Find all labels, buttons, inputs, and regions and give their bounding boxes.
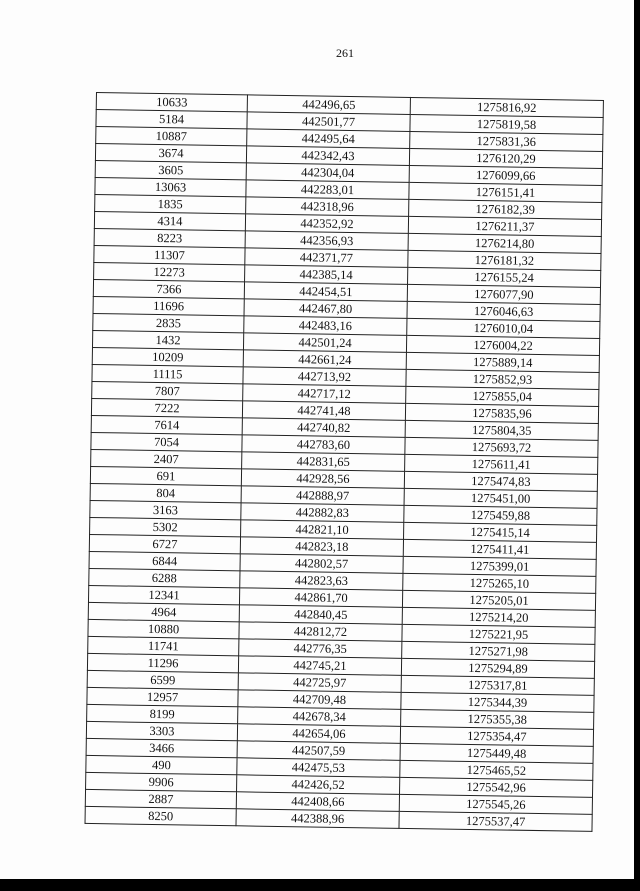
x-coordinate-cell: 442888,97 bbox=[241, 486, 404, 506]
x-coordinate-cell: 442823,63 bbox=[240, 571, 403, 591]
point-id-cell: 3466 bbox=[86, 738, 237, 757]
x-coordinate-cell: 442717,12 bbox=[243, 384, 406, 404]
point-id-cell: 2887 bbox=[85, 789, 236, 808]
y-coordinate-cell: 1275537,47 bbox=[399, 811, 592, 831]
point-id-cell: 11296 bbox=[87, 653, 238, 672]
point-id-cell: 2407 bbox=[91, 449, 242, 468]
x-coordinate-cell: 442507,59 bbox=[237, 741, 400, 761]
point-id-cell: 10633 bbox=[96, 93, 247, 112]
x-coordinate-cell: 442741,48 bbox=[242, 401, 405, 421]
point-id-cell: 7366 bbox=[93, 279, 244, 298]
x-coordinate-cell: 442408,66 bbox=[236, 792, 399, 812]
x-coordinate-cell: 442318,96 bbox=[246, 197, 409, 217]
x-coordinate-cell: 442840,45 bbox=[239, 605, 402, 625]
y-coordinate-cell: 1276214,80 bbox=[408, 233, 601, 253]
point-id-cell: 5184 bbox=[96, 110, 247, 129]
y-coordinate-cell: 1275451,00 bbox=[404, 488, 597, 508]
point-id-cell: 5302 bbox=[90, 517, 241, 536]
coordinates-table bbox=[85, 92, 604, 832]
y-coordinate-cell: 1275816,92 bbox=[410, 97, 603, 117]
x-coordinate-cell: 442823,18 bbox=[240, 537, 403, 557]
y-coordinate-cell: 1276155,24 bbox=[408, 267, 601, 287]
point-id-cell: 11696 bbox=[93, 296, 244, 315]
y-coordinate-cell: 1275205,01 bbox=[402, 590, 595, 610]
y-coordinate-cell: 1275449,48 bbox=[400, 743, 593, 763]
y-coordinate-cell: 1275399,01 bbox=[403, 556, 596, 576]
y-coordinate-cell: 1275474,83 bbox=[404, 471, 597, 491]
x-coordinate-cell: 442713,92 bbox=[243, 367, 406, 387]
point-id-cell: 6599 bbox=[87, 670, 238, 689]
point-id-cell: 7222 bbox=[91, 398, 242, 417]
point-id-cell: 4314 bbox=[94, 211, 245, 230]
x-coordinate-cell: 442495,64 bbox=[247, 129, 410, 149]
point-id-cell: 490 bbox=[86, 755, 237, 774]
point-id-cell: 3605 bbox=[95, 160, 246, 179]
x-coordinate-cell: 442371,77 bbox=[245, 248, 408, 268]
x-coordinate-cell: 442882,83 bbox=[241, 503, 404, 523]
point-id-cell: 13063 bbox=[95, 177, 246, 196]
point-id-cell: 7614 bbox=[91, 415, 242, 434]
y-coordinate-cell: 1276004,22 bbox=[406, 335, 599, 355]
y-coordinate-cell: 1275693,72 bbox=[405, 437, 598, 457]
x-coordinate-cell: 442821,10 bbox=[241, 520, 404, 540]
point-id-cell: 12341 bbox=[88, 585, 239, 604]
point-id-cell: 12273 bbox=[94, 262, 245, 281]
x-coordinate-cell: 442661,24 bbox=[243, 350, 406, 370]
y-coordinate-cell: 1275804,35 bbox=[405, 420, 598, 440]
y-coordinate-cell: 1275611,41 bbox=[405, 454, 598, 474]
x-coordinate-cell: 442342,43 bbox=[246, 146, 409, 166]
page-number: 261 bbox=[336, 46, 354, 60]
y-coordinate-cell: 1275459,88 bbox=[404, 505, 597, 525]
point-id-cell: 11741 bbox=[88, 636, 239, 655]
y-coordinate-cell: 1275415,14 bbox=[404, 522, 597, 542]
y-coordinate-cell: 1276099,66 bbox=[409, 165, 602, 185]
x-coordinate-cell: 442783,60 bbox=[242, 435, 405, 455]
x-coordinate-cell: 442831,65 bbox=[242, 452, 405, 472]
point-id-cell: 6288 bbox=[89, 568, 240, 587]
point-id-cell: 6844 bbox=[89, 551, 240, 570]
y-coordinate-cell: 1276120,29 bbox=[409, 148, 602, 168]
table-body bbox=[85, 93, 603, 832]
x-coordinate-cell: 442501,77 bbox=[247, 112, 410, 132]
point-id-cell: 7807 bbox=[92, 381, 243, 400]
y-coordinate-cell: 1275355,38 bbox=[401, 709, 594, 729]
x-coordinate-cell: 442709,48 bbox=[238, 690, 401, 710]
x-coordinate-cell: 442725,97 bbox=[238, 673, 401, 693]
point-id-cell: 4964 bbox=[88, 602, 239, 621]
point-id-cell: 12957 bbox=[87, 687, 238, 706]
y-coordinate-cell: 1276182,39 bbox=[409, 199, 602, 219]
y-coordinate-cell: 1276046,63 bbox=[407, 301, 600, 321]
x-coordinate-cell: 442776,35 bbox=[239, 639, 402, 659]
x-coordinate-cell: 442356,93 bbox=[245, 231, 408, 251]
y-coordinate-cell: 1275545,26 bbox=[399, 794, 592, 814]
y-coordinate-cell: 1276077,90 bbox=[407, 284, 600, 304]
point-id-cell: 11115 bbox=[92, 364, 243, 383]
point-id-cell: 691 bbox=[90, 466, 241, 485]
x-coordinate-cell: 442283,01 bbox=[246, 180, 409, 200]
point-id-cell: 11307 bbox=[94, 245, 245, 264]
x-coordinate-cell: 442385,14 bbox=[245, 265, 408, 285]
x-coordinate-cell: 442475,53 bbox=[237, 758, 400, 778]
x-coordinate-cell: 442740,82 bbox=[242, 418, 405, 438]
y-coordinate-cell: 1275344,39 bbox=[401, 692, 594, 712]
y-coordinate-cell: 1275831,36 bbox=[410, 131, 603, 151]
x-coordinate-cell: 442352,92 bbox=[245, 214, 408, 234]
x-coordinate-cell: 442454,51 bbox=[244, 282, 407, 302]
y-coordinate-cell: 1276181,32 bbox=[408, 250, 601, 270]
y-coordinate-cell: 1275294,89 bbox=[401, 658, 594, 678]
y-coordinate-cell: 1275819,58 bbox=[410, 114, 603, 134]
y-coordinate-cell: 1276010,04 bbox=[407, 318, 600, 338]
y-coordinate-cell: 1275271,98 bbox=[402, 641, 595, 661]
y-coordinate-cell: 1275214,20 bbox=[402, 607, 595, 627]
point-id-cell: 3674 bbox=[95, 144, 246, 163]
point-id-cell: 804 bbox=[90, 483, 241, 502]
y-coordinate-cell: 1275465,52 bbox=[400, 760, 593, 780]
x-coordinate-cell: 442501,24 bbox=[243, 333, 406, 353]
x-coordinate-cell: 442802,57 bbox=[240, 554, 403, 574]
y-coordinate-cell: 1276211,37 bbox=[408, 216, 601, 236]
y-coordinate-cell: 1276151,41 bbox=[409, 182, 602, 202]
point-id-cell: 7054 bbox=[91, 432, 242, 451]
x-coordinate-cell: 442426,52 bbox=[237, 775, 400, 795]
x-coordinate-cell: 442928,56 bbox=[241, 469, 404, 489]
x-coordinate-cell: 442745,21 bbox=[238, 656, 401, 676]
y-coordinate-cell: 1275889,14 bbox=[406, 352, 599, 372]
y-coordinate-cell: 1275265,10 bbox=[403, 573, 596, 593]
y-coordinate-cell: 1275411,41 bbox=[403, 539, 596, 559]
point-id-cell: 8199 bbox=[87, 704, 238, 723]
x-coordinate-cell: 442388,96 bbox=[236, 809, 399, 829]
point-id-cell: 9906 bbox=[86, 772, 237, 791]
x-coordinate-cell: 442678,34 bbox=[238, 707, 401, 727]
point-id-cell: 1432 bbox=[92, 330, 243, 349]
y-coordinate-cell: 1275354,47 bbox=[400, 726, 593, 746]
point-id-cell: 10209 bbox=[92, 347, 243, 366]
x-coordinate-cell: 442812,72 bbox=[239, 622, 402, 642]
point-id-cell: 8250 bbox=[85, 806, 236, 825]
point-id-cell: 6727 bbox=[89, 534, 240, 553]
x-coordinate-cell: 442467,80 bbox=[244, 299, 407, 319]
y-coordinate-cell: 1275221,95 bbox=[402, 624, 595, 644]
y-coordinate-cell: 1275835,96 bbox=[405, 403, 598, 423]
x-coordinate-cell: 442496,65 bbox=[247, 95, 410, 115]
y-coordinate-cell: 1275317,81 bbox=[401, 675, 594, 695]
y-coordinate-cell: 1275855,04 bbox=[406, 386, 599, 406]
x-coordinate-cell: 442483,16 bbox=[244, 316, 407, 336]
y-coordinate-cell: 1275542,96 bbox=[400, 777, 593, 797]
y-coordinate-cell: 1275852,93 bbox=[406, 369, 599, 389]
scan-edge bbox=[634, 0, 640, 891]
point-id-cell: 8223 bbox=[94, 228, 245, 247]
point-id-cell: 3163 bbox=[90, 500, 241, 519]
point-id-cell: 1835 bbox=[95, 194, 246, 213]
coordinates-table-wrapper bbox=[85, 92, 600, 832]
point-id-cell: 3303 bbox=[86, 721, 237, 740]
x-coordinate-cell: 442654,06 bbox=[237, 724, 400, 744]
x-coordinate-cell: 442861,70 bbox=[239, 588, 402, 608]
point-id-cell: 2835 bbox=[93, 313, 244, 332]
x-coordinate-cell: 442304,04 bbox=[246, 163, 409, 183]
point-id-cell: 10887 bbox=[96, 127, 247, 146]
point-id-cell: 10880 bbox=[88, 619, 239, 638]
